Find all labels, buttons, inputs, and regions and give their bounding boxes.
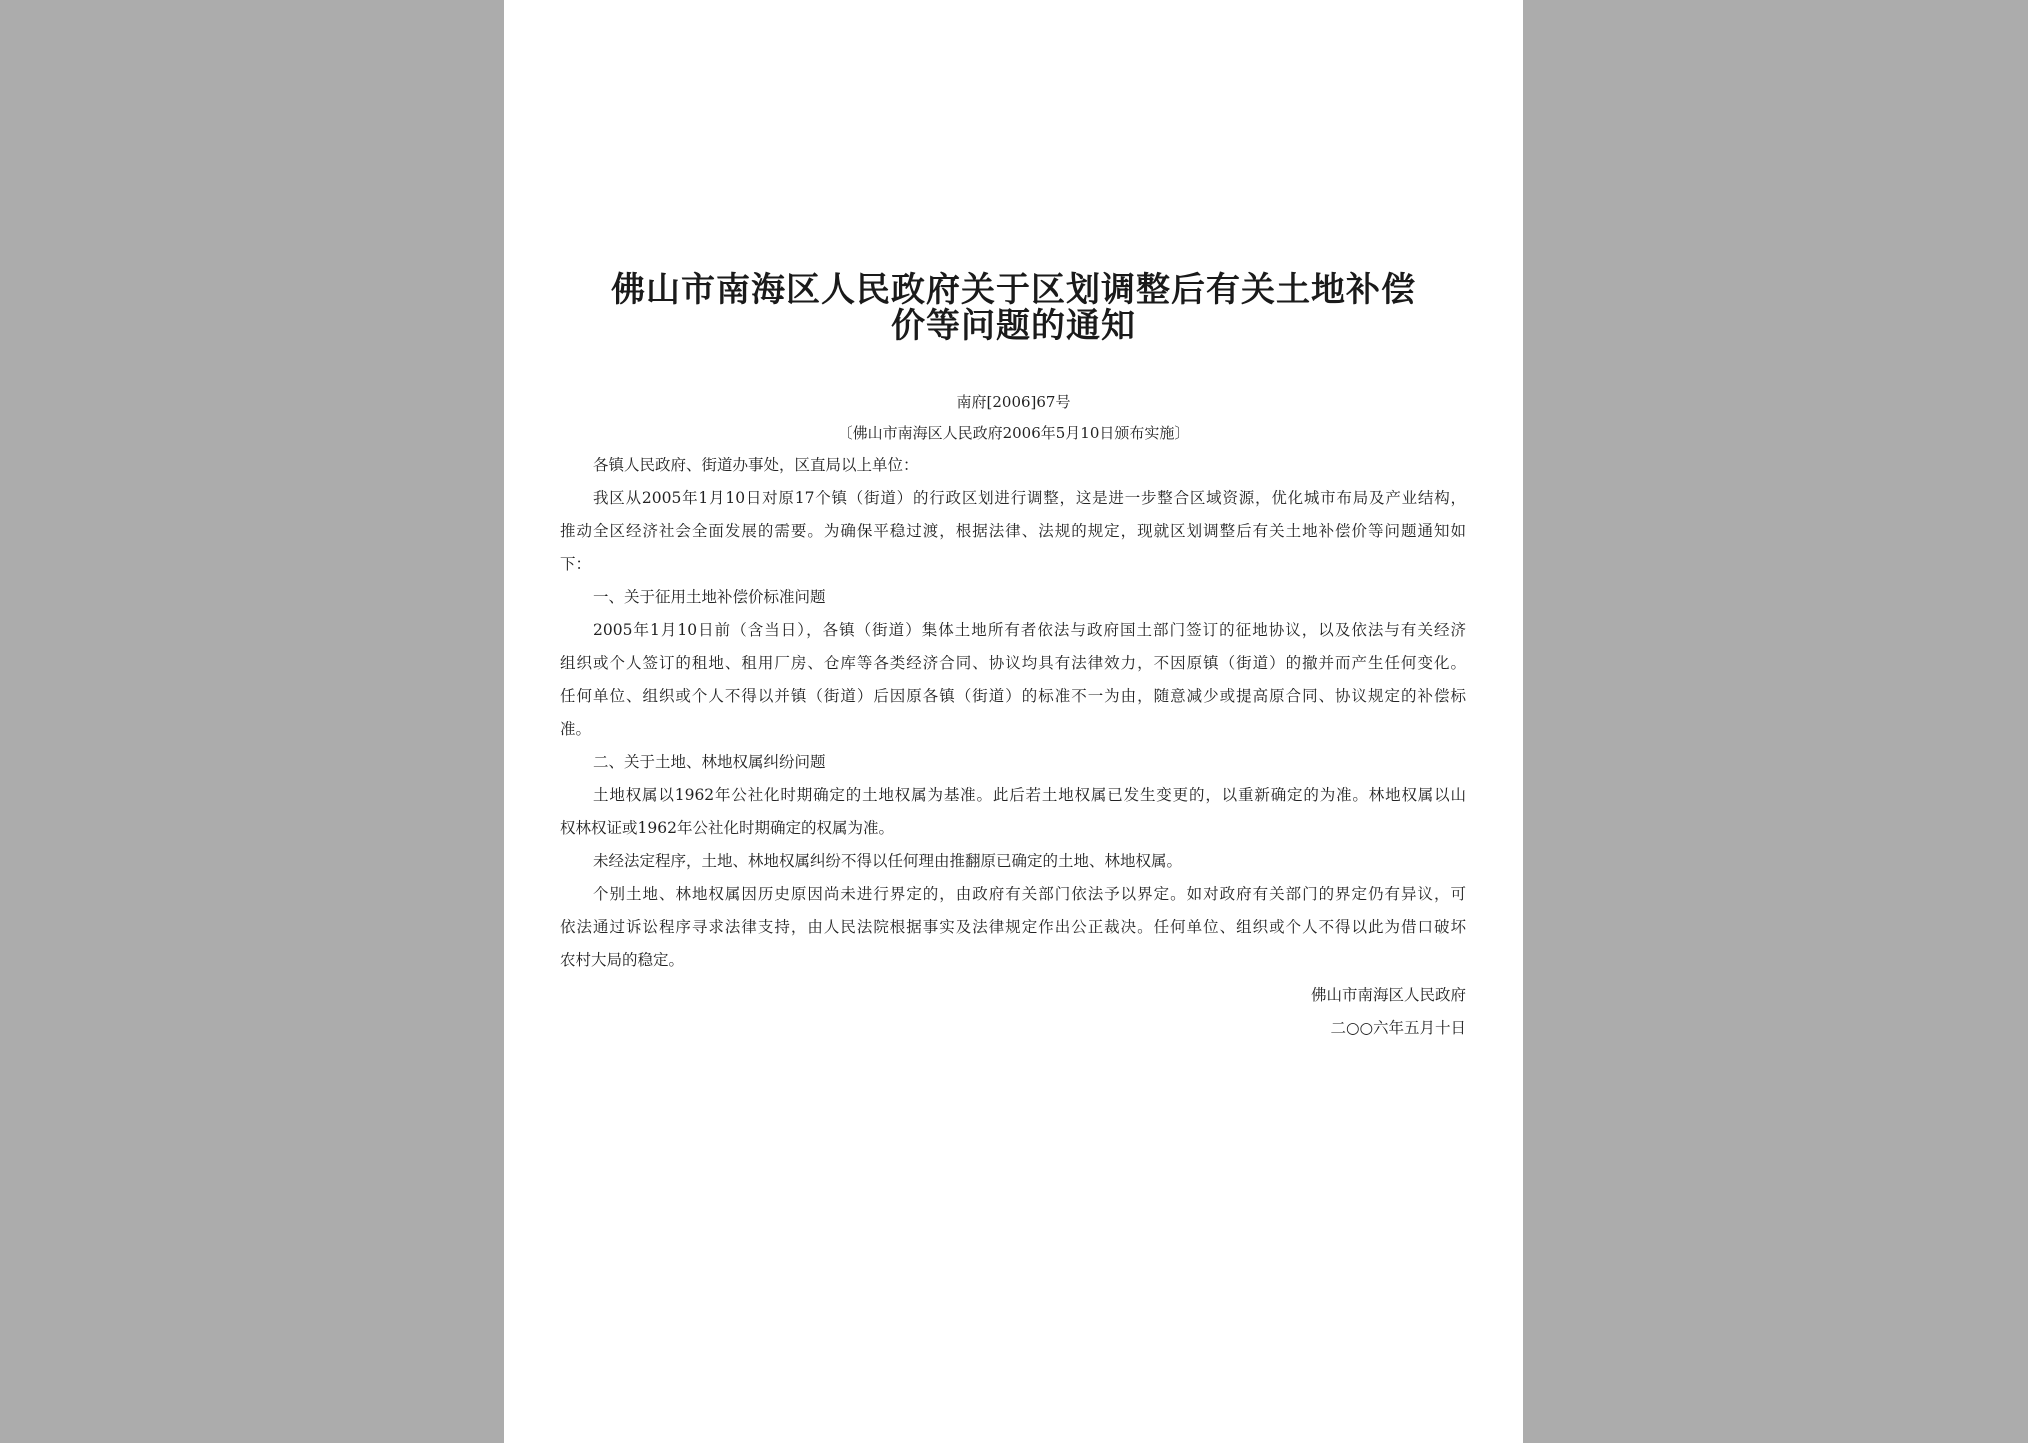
section-2-line: 土地权属以1962年公社化时期确定的土地权属为基准。此后若土地权属已发生变更的，以重新确定的为准。林地权属以山 — [593, 786, 1466, 804]
section-2-line: 依法通过诉讼程序寻求法律支持，由人民法院根据事实及法律规定作出公正裁决。任何单位、组织或个人不得以此为借口破坏 — [560, 918, 1466, 936]
document-title-line-1: 佛山市南海区人民政府关于区划调整后有关土地补偿 — [611, 270, 1416, 310]
section-2-line: 权林权证或1962年公社化时期确定的权属为准。 — [560, 819, 894, 837]
intro-line: 我区从2005年1月10日对原17个镇（街道）的行政区划进行调整，这是进一步整合区域资源，优化城市布局及产业结构， — [593, 489, 1466, 507]
salutation: 各镇人民政府、街道办事处，区直局以上单位： — [593, 456, 919, 474]
section-1-line: 准。 — [560, 720, 592, 738]
document-title-line-2: 价等问题的通知 — [891, 306, 1136, 346]
intro-line: 推动全区经济社会全面发展的需要。为确保平稳过渡，根据法律、法规的规定，现就区划调整后有关土地补偿价等问题通知如 — [560, 522, 1466, 540]
section-2-heading: 二、关于土地、林地权属纠纷问题 — [593, 753, 826, 771]
section-2-line: 个别土地、林地权属因历史原因尚未进行界定的，由政府有关部门依法予以界定。如对政府有关部门的界定仍有异议，可 — [593, 885, 1466, 903]
document-number: 南府[2006]67号 — [956, 393, 1071, 411]
section-1-line: 组织或个人签订的租地、租用厂房、仓库等各类经济合同、协议均具有法律效力，不因原镇（街道）的撤并而产生任何变化。 — [560, 654, 1466, 672]
section-1-line: 2005年1月10日前（含当日），各镇（街道）集体土地所有者依法与政府国土部门签订的征地协议，以及依法与有关经济 — [593, 621, 1466, 639]
intro-line: 下： — [560, 555, 592, 573]
section-1-line: 任何单位、组织或个人不得以并镇（街道）后因原各镇（街道）的标准不一为由，随意减少或提高原合同、协议规定的补偿标 — [560, 687, 1466, 705]
issue-note: 〔佛山市南海区人民政府2006年5月10日颁布实施〕 — [837, 424, 1190, 442]
document-page — [504, 0, 1523, 1443]
section-1-heading: 一、关于征用土地补偿价标准问题 — [593, 588, 826, 606]
document-date: 二○○六年五月十日 — [1330, 1019, 1466, 1037]
section-2-paragraph: 未经法定程序，土地、林地权属纠纷不得以任何理由推翻原已确定的土地、林地权属。 — [593, 852, 1183, 870]
section-2-line: 农村大局的稳定。 — [560, 951, 685, 969]
signature: 佛山市南海区人民政府 — [1310, 986, 1466, 1004]
